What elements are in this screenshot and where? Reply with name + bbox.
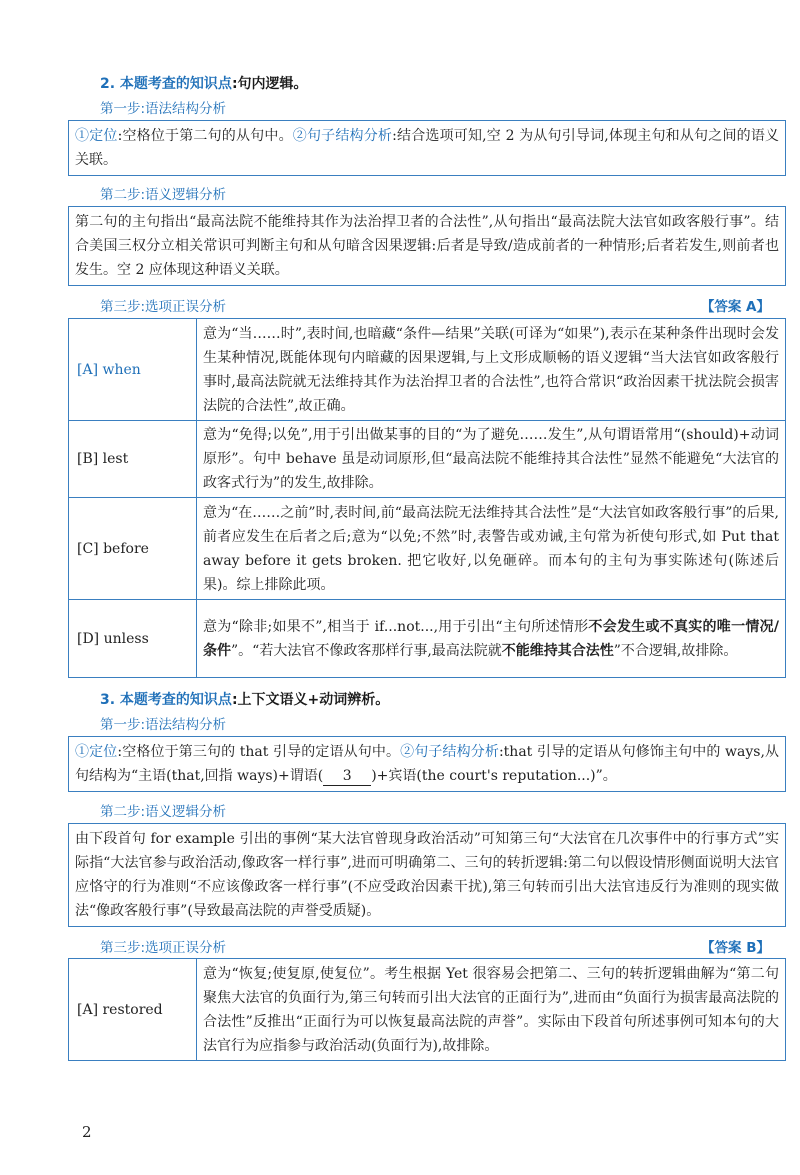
page-number: 2 bbox=[82, 1123, 92, 1141]
locate-text: :空格位于第二句的从句中。 bbox=[117, 128, 293, 144]
option-label: [B] lest bbox=[69, 421, 197, 498]
section-3-step-2: 第二步:语义逻辑分析 bbox=[100, 804, 227, 820]
structure-label: ②句子结构分析 bbox=[400, 744, 499, 760]
explanation-part: ”不合逻辑,故排除。 bbox=[613, 642, 738, 659]
option-explanation: 意为“当……时”,表时间,也暗藏“条件—结果”关联(可译为“如果”),表示在某种条件出现时会发生某种情况,既能体现句内暗藏的因果逻辑,与上文形成顺畅的语义逻辑“当大法官如政客般行事时,最高法院就无法维持其作为法治捍卫者的合法性”,也符合常识“政治因素干扰法院会损害法院的合法性”,故正确。 bbox=[197, 319, 786, 421]
explanation-part: ”。“若大法官不像政客那样行事,最高法院就 bbox=[231, 642, 502, 659]
explanation-part: 意为“除非;如果不”,相当于 if...not...,用于引出“主句所述情形 bbox=[203, 618, 589, 635]
blank-3: 3 bbox=[323, 767, 371, 786]
section-3-logic-box: 由下段首句 for example 引出的事例“某大法官曾现身政治活动”可知第三句“大法官在几次事件中的行事方式”实际指“大法官参与政治活动,像政客一样行事”,进而可明确第二、三句的转折逻辑:第二句以假设情形侧面说明大法官应恪守的行为准则“不应该像政客一样行事”(不应受政治因素干扰),第三句转而引出大法官违反行为准则的现实做法“像政客般行事”(导致最高法院的声誉受质疑)。 bbox=[68, 823, 786, 927]
section-3-answer: 【答案 B】 bbox=[701, 940, 770, 956]
option-row bbox=[69, 959, 786, 1061]
option-label: [D] unless bbox=[69, 600, 197, 678]
section-3-step-3: 第三步:选项正误分析 bbox=[100, 940, 227, 956]
section-3-heading bbox=[100, 689, 389, 709]
section-3-grammar-box bbox=[68, 736, 786, 792]
option-explanation: 意为“在……之前”时,表时间,前“最高法院无法维持其合法性”是“大法官如政客般行事”的后果,前者应发生在后者之后;意为“以免;不然”时,表警告或劝诫,主句常为祈使句形式,如 Put that away before it gets broken. 把它收好,以免砸碎。而本句的主句为事实陈述句(陈述后果)。综上排除此项。 bbox=[197, 498, 786, 600]
option-row bbox=[69, 319, 786, 421]
section-2-heading-label: 2. 本题考查的知识点 bbox=[100, 76, 232, 92]
option-explanation bbox=[197, 600, 786, 678]
option-explanation: 意为“恢复;使复原,使复位”。考生根据 Yet 很容易会把第二、三句的转折逻辑曲解为“第二句聚焦大法官的负面行为,第三句转而引出大法官的正面行为”,进而由“负面行为损害最高法院的合法性”反推出“正面行为可以恢复最高法院的声誉”。实际由下段首句所述事例可知本句的大法官行为应指参与政治活动(负面行为),故排除。 bbox=[197, 959, 786, 1061]
section-2-grammar-box bbox=[68, 120, 786, 176]
structure-text: :结合选项可知,空 2 为从句引导词,体现主句和从句之间的语义关联。 bbox=[75, 128, 780, 168]
section-2-options-table bbox=[68, 318, 786, 678]
option-label: [A] restored bbox=[69, 959, 197, 1061]
structure-text: :that 引导的定语从句修饰主句中的 ways,从句结构为“主语(that,回指 ways)+谓语( bbox=[75, 744, 780, 784]
option-label: [A] when bbox=[69, 319, 197, 421]
section-3-heading-topic: :上下文语义+动词辨析。 bbox=[231, 692, 390, 708]
locate-label: ①定位 bbox=[75, 744, 118, 760]
option-explanation: 意为“免得;以免”,用于引出做某事的目的“为了避免……发生”,从句谓语常用“(should)+动词原形”。句中 behave 虽是动词原形,但“最高法院不能维持其合法性”显然不能避免“大法官的政客式行为”的发生,故排除。 bbox=[197, 421, 786, 498]
option-label: [C] before bbox=[69, 498, 197, 600]
section-3-options-table bbox=[68, 958, 786, 1061]
structure-tail: )+宾语(the court's reputation...)”。 bbox=[371, 768, 617, 784]
section-3-heading-label: 3. 本题考查的知识点 bbox=[100, 692, 232, 708]
locate-label: ①定位 bbox=[75, 128, 118, 144]
section-2-step-3: 第三步:选项正误分析 bbox=[100, 299, 227, 315]
section-2-heading-topic: :句内逻辑。 bbox=[231, 76, 308, 92]
locate-text: :空格位于第三句的 that 引导的定语从句中。 bbox=[117, 744, 401, 760]
section-2-answer: 【答案 A】 bbox=[700, 299, 770, 315]
option-row bbox=[69, 421, 786, 498]
section-2-step-1: 第一步:语法结构分析 bbox=[100, 101, 227, 117]
option-row bbox=[69, 600, 786, 678]
section-2-logic-box: 第二句的主句指出“最高法院不能维持其作为法治捍卫者的合法性”,从句指出“最高法院大法官如政客般行事”。结合美国三权分立相关常识可判断主句和从句暗含因果逻辑:后者是导致/造成前者的一种情形;后者若发生,则前者也发生。空 2 应体现这种语义关联。 bbox=[68, 206, 786, 286]
section-2-heading bbox=[100, 73, 308, 93]
explanation-emphasis: 不会发生或不真实的唯一情况/条件 bbox=[203, 618, 779, 659]
explanation-emphasis: 不能维持其合法性 bbox=[501, 642, 614, 659]
section-3-step-1: 第一步:语法结构分析 bbox=[100, 717, 227, 733]
option-row bbox=[69, 498, 786, 600]
section-2-step-2: 第二步:语义逻辑分析 bbox=[100, 187, 227, 203]
structure-label: ②句子结构分析 bbox=[292, 128, 393, 144]
